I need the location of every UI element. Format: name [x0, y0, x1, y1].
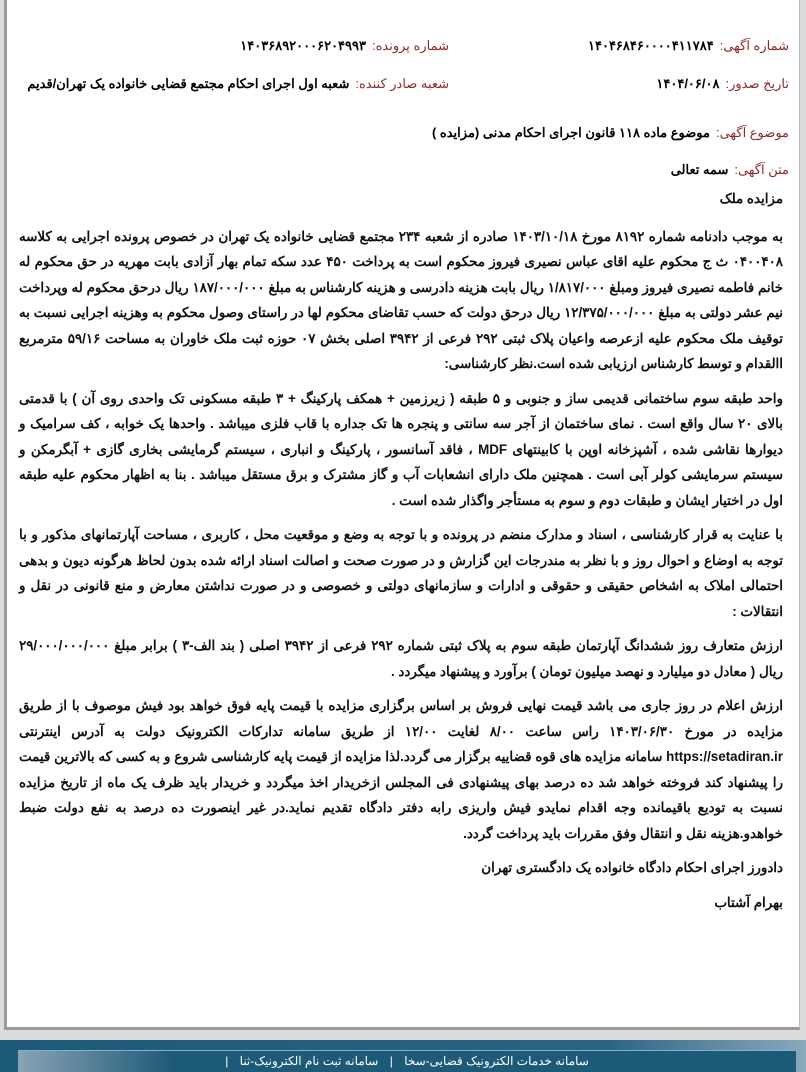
ad-number: ۱۴۰۴۶۸۴۶۰۰۰۰۴۱۱۷۸۴ — [588, 38, 714, 53]
issue-date-field — [656, 76, 789, 92]
subject-label: موضوع آگهی: — [715, 125, 789, 140]
issuer-field — [13, 76, 449, 92]
ad-panel — [4, 0, 800, 1030]
issue-date: ۱۴۰۴/۰۶/۰۸ — [656, 76, 720, 91]
footer — [0, 1040, 806, 1072]
subject-field — [17, 125, 789, 141]
text-field — [17, 162, 789, 178]
footer-separator: | — [389, 1054, 393, 1068]
ad-number-field — [588, 38, 789, 54]
paragraph-expert: با عنایت به قرار کارشناسی ، اسناد و مدارک منضم در پرونده و با توجه به وضع و موقعیت محل ، کاربری ، مساحت آپارتمانهای مذکور و با توجه به اوضاع و احوال روز و با نظر به مندرجات این گزارش و در صورت صحت و اصالت اسناد ارائه شده بدون لحاظ هرگونه دیون و بدهی احتمالی املاک به اشخاص حقیقی و حقوقی و ادارات و سازمانهای دولتی و خصوصی و در صورت نداشتن معارض و منع قانونی در نقل و انتقالات : — [19, 527, 783, 619]
case-number-field — [240, 38, 449, 54]
body-title: مزایده ملک — [719, 191, 783, 206]
paragraph-verdict: به موجب دادنامه شماره ۸۱۹۲ مورخ ۱۴۰۳/۱۰/۱۸ صادره از شعبه ۲۳۴ مجتمع قضایی خانواده یک تهران در خصوص پرونده اجرایی به کلاسه ۰۴۰۰۴۰۸ ث ج محکوم علیه اقای عباس نصیری فیروز محکوم است به پرداخت ۴۵۰ عدد سکه تمام بهار آزادی بابت مهریه در حق محکوم له خانم فاطمه نصیری فیروز ومبلغ ۱/۸۱۷/۰۰۰ ریال بابت هزینه دادرسی و هزینه کارشناس به مبلغ ۱۸۷/۰۰۰/۰۰۰ ریال درحق محکوم له وپرداخت نیم عشر دولتی به مبلغ ۱۲/۳۷۵/۰۰۰/۰۰۰ ریال درحق دولت که حسب تقاضای محکوم لها در راستای وصول محکوم به وهزینه اجرایی نسبت به توقیف ملک محکوم علیه ازعرصه واعیان پلاک ثبتی ۲۹۲ فرعی از ۳۹۴۲ اصلی بخش ۰۷ حوزه ثبت ملک خاوران به مساحت ۵۹/۱۶ مترمربع االقدام و توسط کارشناس ارزیابی شده است.نظر کارشناسی: — [19, 228, 784, 371]
issuer: شعبه اول اجرای احکام مجتمع قضایی خانواده یک تهران/قدیم — [27, 76, 350, 91]
footer-links — [18, 1050, 796, 1072]
case-number-label: شماره پرونده: — [371, 38, 449, 53]
footer-link-sakha[interactable]: سامانه خدمات الکترونیک قضایی-سخا — [404, 1054, 589, 1068]
case-number: ۱۴۰۳۶۸۹۲۰۰۰۶۲۰۴۹۹۳ — [240, 38, 366, 53]
text-label: متن آگهی: — [734, 162, 789, 177]
issuer-label: شعبه صادر کننده: — [355, 76, 449, 91]
footer-separator-end: | — [225, 1054, 229, 1068]
ad-number-label: شماره آگهی: — [719, 38, 789, 53]
subject: موضوع ماده ۱۱۸ قانون اجرای احکام مدنی (مزایده ) — [431, 125, 710, 140]
signature-name: بهرام آشتاب — [714, 894, 783, 910]
footer-link-sana[interactable]: سامانه ثبت نام الکترونیک-ثنا — [239, 1054, 379, 1068]
signature-title: دادورز اجرای احکام دادگاه خانواده یک دادگستری تهران — [481, 860, 783, 875]
ad-body — [19, 186, 783, 924]
paragraph-property: واحد طبقه سوم ساختمانی قدیمی ساز و جنوبی و ۵ طبقه ( زیرزمین + همکف پارکینگ + ۳ طبقه مسکونی تک واحدی روی آن ) با قدمتی بالای ۲۰ سال واقع است . نمای ساختمان از آجر سه سانتی و پنجره ها تک جداره با قاب فلزی میباشد . واحدها یک خوابه ، کف سرامیک و دیوارها نقاشی شده ، آشپزخانه اوپن با کابینتهای MDF ، فاقد آسانسور ، پارکینگ و انباری ، سیستم گرمایشی بخاری گازی + آبگرمکن و سیستم سرمایشی کولر آبی است . همچنین ملک دارای انشعابات آب و گاز مشترک و برق مستقل میباشد . بنا به اظهار محکوم علیه طبقه اول در اختیار ایشان و طبقات دوم و سوم به مستأجر واگذار شده است . — [19, 390, 783, 508]
paragraph-value: ارزش متعارف روز ششدانگ آپارتمان طبقه سوم به پلاک ثبتی شماره ۲۹۲ فرعی از ۳۹۴۲ اصلی ( بند الف-۳ ) برابر مبلغ ۲۹/۰۰۰/۰۰۰/۰۰۰ ریال ( معادل دو میلیارد و نهصد میلیون تومان ) برآورد و پیشنهاد میگردد . — [19, 638, 783, 679]
paragraph-auction: ارزش اعلام در روز جاری می باشد قیمت نهایی فروش بر اساس برگزاری مزایده با قیمت پایه فوق خواهد بود فیش موصوف با از طریق مزایده در مورخ ۱۴۰۳/۰۶/۳۰ راس ساعت ۸/۰۰ لغایت ۱۲/۰۰ از طریق سامانه تدارکات الکترونیک دولت به آدرس اینترنتی https://setadiran.ir سامانه مزایده های قوه قضاییه برگزار می گردد.لذا مزایده از قیمت پایه کارشناسی شروع و به کسی که بالاترین قیمت را پیشنهاد کند فروخته خواهد شد ده درصد بهای پیشنهادی فی المجلس ازخریدار اخذ میگردد و خریدار باید ظرف یک ماه از تاریخ مزایده نسبت به تودیع باقیمانده وجه اقدام نمایدو فیش واریزی رابه دفتر دادگاه تقدیم نماید.در غیر اینصورت ده درصد به نفع دولت ضبط خواهدو.هزینه نقل و انتقال وفق مقررات باید پرداخت گردد. — [19, 698, 784, 841]
text-intro: سمه تعالی — [670, 162, 729, 177]
issue-date-label: تاریخ صدور: — [725, 76, 789, 91]
